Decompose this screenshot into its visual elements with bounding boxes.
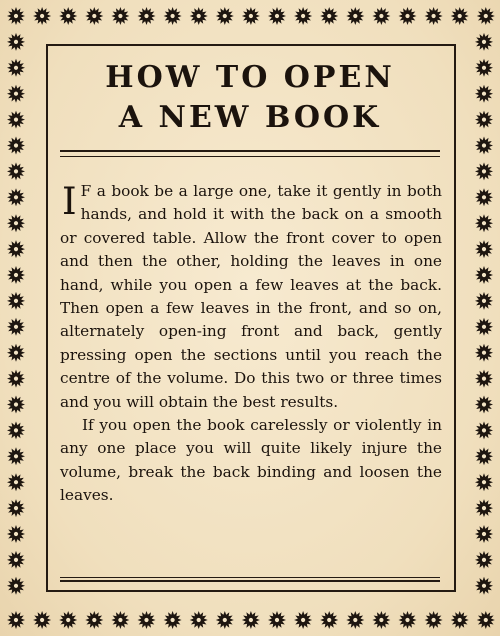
daisy-flower-icon (7, 266, 25, 284)
daisy-flower-icon (164, 7, 182, 25)
daisy-flower-icon (7, 59, 25, 77)
daisy-flower-icon (242, 611, 260, 629)
daisy-flower-icon (190, 7, 208, 25)
daisy-flower-icon (7, 111, 25, 129)
daisy-flower-icon (475, 499, 493, 517)
daisy-flower-icon (451, 611, 469, 629)
daisy-flower-icon (7, 499, 25, 517)
daisy-flower-icon (475, 370, 493, 388)
daisy-flower-icon (33, 611, 51, 629)
daisy-flower-icon (7, 447, 25, 465)
daisy-flower-icon (475, 318, 493, 336)
daisy-flower-icon (320, 7, 338, 25)
daisy-flower-icon (216, 611, 234, 629)
daisy-flower-icon (346, 611, 364, 629)
paragraph-1 (60, 180, 442, 414)
daisy-flower-icon (7, 292, 25, 310)
daisy-flower-icon (7, 611, 25, 629)
daisy-flower-icon (477, 611, 495, 629)
daisy-flower-icon (111, 611, 129, 629)
daisy-flower-icon (475, 240, 493, 258)
daisy-flower-icon (475, 59, 493, 77)
daisy-flower-icon (475, 85, 493, 103)
daisy-flower-icon (475, 525, 493, 543)
bottom-rule-thin (60, 577, 440, 578)
daisy-flower-icon (138, 7, 156, 25)
daisy-flower-icon (475, 266, 493, 284)
daisy-flower-icon (7, 162, 25, 180)
daisy-flower-icon (7, 85, 25, 103)
daisy-flower-icon (475, 344, 493, 362)
daisy-flower-icon (475, 551, 493, 569)
daisy-flower-icon (7, 473, 25, 491)
daisy-flower-icon (111, 7, 129, 25)
daisy-flower-icon (372, 7, 390, 25)
daisy-flower-icon (475, 292, 493, 310)
daisy-flower-icon (7, 421, 25, 439)
daisy-flower-icon (216, 7, 234, 25)
daisy-flower-icon (7, 396, 25, 414)
daisy-flower-icon (7, 240, 25, 258)
body-text (60, 180, 442, 508)
daisy-flower-icon (425, 611, 443, 629)
daisy-flower-icon (7, 525, 25, 543)
daisy-flower-icon (320, 611, 338, 629)
daisy-flower-icon (138, 611, 156, 629)
daisy-flower-icon (7, 33, 25, 51)
daisy-flower-icon (451, 7, 469, 25)
daisy-flower-icon (475, 447, 493, 465)
paragraph-2: If you open the book carelessly or violently in any one place you will quite likely injure the volume, break the back binding and loosen the leaves. (60, 416, 442, 505)
title-line-1: HOW TO OPEN (105, 60, 395, 95)
daisy-flower-icon (7, 7, 25, 25)
daisy-flower-icon (7, 318, 25, 336)
bottom-rule-thick (60, 580, 440, 582)
daisy-flower-icon (294, 7, 312, 25)
page-title (50, 58, 450, 138)
daisy-flower-icon (346, 7, 364, 25)
top-rule-thick (60, 150, 440, 152)
daisy-flower-icon (7, 370, 25, 388)
daisy-flower-icon (425, 7, 443, 25)
daisy-flower-icon (475, 577, 493, 595)
daisy-flower-icon (475, 421, 493, 439)
daisy-flower-icon (475, 473, 493, 491)
drop-cap: I (62, 180, 77, 223)
title-line-2: A NEW BOOK (118, 100, 382, 135)
daisy-flower-icon (294, 611, 312, 629)
daisy-flower-icon (399, 7, 417, 25)
daisy-flower-icon (7, 551, 25, 569)
daisy-flower-icon (7, 577, 25, 595)
daisy-flower-icon (85, 611, 103, 629)
top-rule-thin (60, 156, 440, 157)
daisy-flower-icon (7, 344, 25, 362)
daisy-flower-icon (268, 7, 286, 25)
daisy-flower-icon (190, 611, 208, 629)
daisy-flower-icon (475, 137, 493, 155)
daisy-flower-icon (242, 7, 260, 25)
daisy-flower-icon (268, 611, 286, 629)
daisy-flower-icon (59, 7, 77, 25)
daisy-flower-icon (475, 188, 493, 206)
daisy-flower-icon (164, 611, 182, 629)
daisy-flower-icon (59, 611, 77, 629)
daisy-flower-icon (7, 214, 25, 232)
daisy-flower-icon (7, 137, 25, 155)
daisy-flower-icon (399, 611, 417, 629)
daisy-flower-icon (477, 7, 495, 25)
daisy-flower-icon (475, 33, 493, 51)
paragraph-1-text: F a book be a large one, take it gently in both hands, and hold it with the back on a smooth or covered table. Allow the front cover to open and then the other, holding the leaves in one hand, while you open a few leaves at the back. Then open a few leaves in the front, and so on, alternately open-ing front and back, gently pressing open the sections until you reach the centre of the volume. Do this two or three times and you will obtain the best results. (60, 182, 442, 411)
daisy-flower-icon (475, 162, 493, 180)
daisy-flower-icon (475, 396, 493, 414)
daisy-flower-icon (7, 188, 25, 206)
daisy-flower-icon (85, 7, 103, 25)
daisy-flower-icon (33, 7, 51, 25)
daisy-flower-icon (475, 111, 493, 129)
daisy-flower-icon (372, 611, 390, 629)
daisy-flower-icon (475, 214, 493, 232)
